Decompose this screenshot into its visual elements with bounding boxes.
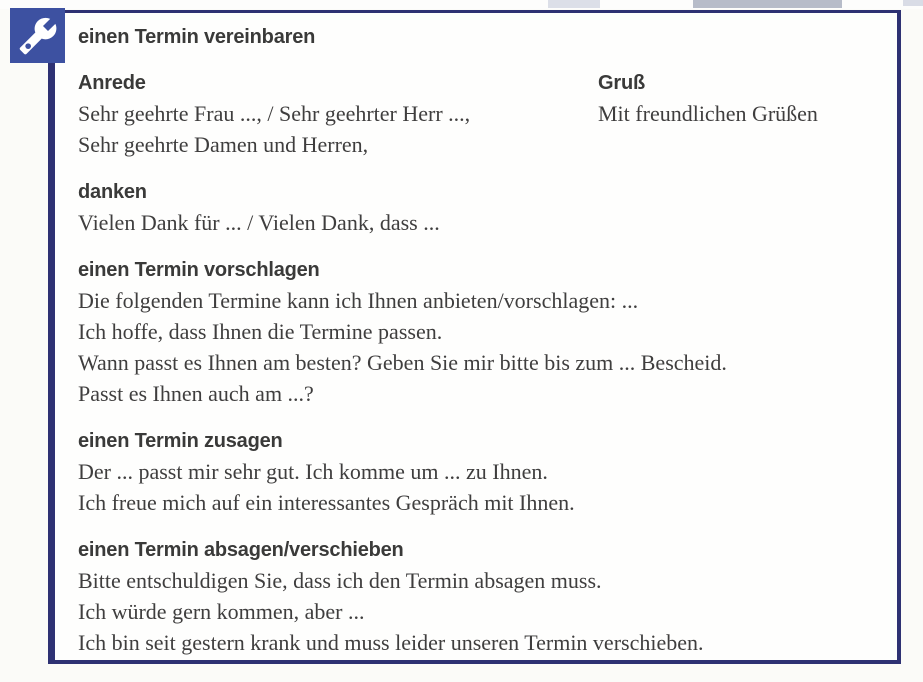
phrase-line: Sehr geehrte Frau ..., / Sehr geehrter Herr ..., — [78, 101, 471, 126]
top-edge-segment — [548, 0, 600, 8]
phrase-line: Der ... passt mir sehr gut. Ich komme um ... zu Ihnen. — [78, 459, 548, 484]
section-heading: Gruß — [598, 72, 645, 94]
phrase-line: Mit freundlichen Grüßen — [598, 101, 818, 126]
section-termin-vorschlagen — [78, 255, 878, 409]
phrase-line: Wann passt es Ihnen am besten? Geben Sie mir bitte bis zum ... Bescheid. — [78, 350, 727, 375]
wrench-icon-tile — [10, 8, 65, 63]
phrase-line: Ich hoffe, dass Ihnen die Termine passen. — [78, 319, 443, 344]
section-danken — [78, 177, 878, 238]
page-top-edge — [0, 0, 923, 9]
section-heading: einen Termin zusagen — [78, 430, 283, 452]
section-heading: einen Termin absagen/verschieben — [78, 539, 404, 561]
top-edge-segment — [903, 0, 923, 6]
rule-box-content — [78, 22, 878, 658]
phrase-line: Ich freue mich auf ein interessantes Gespräch mit Ihnen. — [78, 490, 575, 515]
phrase-line: Sehr geehrte Damen und Herren, — [78, 132, 369, 157]
section-heading: einen Termin vorschlagen — [78, 259, 320, 281]
gruss-column — [598, 68, 818, 129]
phrase-line: Ich bin seit gestern krank und muss leider unseren Termin verschieben. — [78, 630, 704, 655]
phrase-line: Bitte entschuldigen Sie, dass ich den Termin absagen muss. — [78, 568, 602, 593]
phrase-line: Ich würde gern kommen, aber ... — [78, 599, 365, 624]
section-termin-absagen — [78, 535, 878, 658]
box-title: einen Termin vereinbaren — [78, 26, 316, 48]
phrase-line: Vielen Dank für ... / Vielen Dank, dass ... — [78, 210, 440, 235]
phrase-line: Passt es Ihnen auch am ...? — [78, 381, 314, 406]
phrase-line: Die folgenden Termine kann ich Ihnen anbieten/vorschlagen: ... — [78, 288, 639, 313]
grammar-rule-box — [48, 10, 901, 664]
section-heading: Anrede — [78, 72, 146, 94]
section-termin-zusagen — [78, 426, 878, 518]
section-heading: danken — [78, 181, 147, 203]
section-anrede-gruss — [78, 68, 878, 160]
wrench-icon — [18, 16, 58, 56]
top-edge-segment — [693, 0, 842, 8]
